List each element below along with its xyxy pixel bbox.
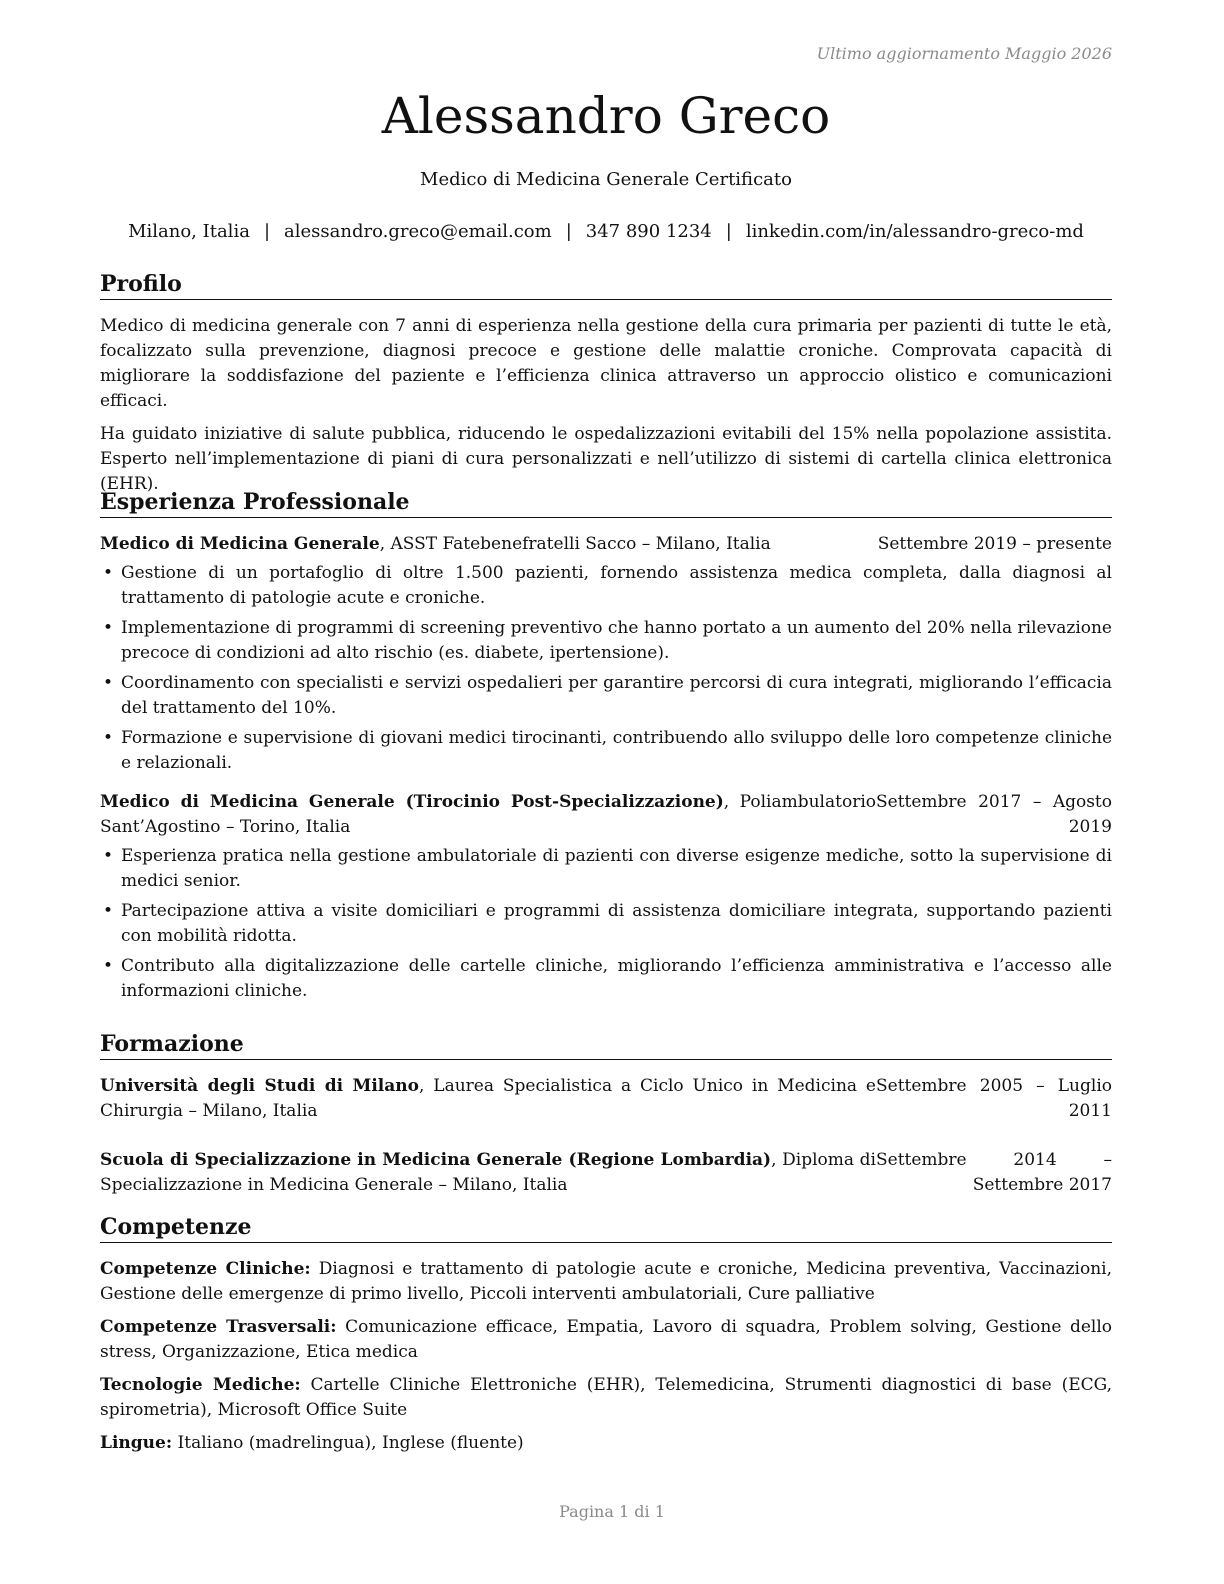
skill-row [100,1431,1112,1456]
education-entry [100,1148,1112,1198]
skill-row [100,1373,1112,1423]
profile-paragraph: Medico di medicina generale con 7 anni di esperienza nella gestione della cura primaria per pazienti di tutte le età, focalizzato sulla prevenzione, diagnosi precoce e gestione delle malattie croniche. Comprovata capacità di migliorare la soddisfazione del paziente e l’efficienza clinica attraverso un approccio olistico e comunicazioni efficaci. [100,316,1112,411]
bullet-icon: • [103,901,114,921]
degree-detail: , Laurea Specialistica a Ciclo Unico in Medicina e Chirurgia – Milano, Italia [100,1076,876,1121]
skill-value: Comunicazione efficace, Empatia, Lavoro di squadra, Problem solving, Gestione dello stress, Organizzazione, Etica medica [100,1317,1113,1362]
contact-line [100,220,1112,244]
education-dates: Settembre 2005 – Luglio 2011 [876,1076,1112,1121]
education-dates: Settembre 2014 – Settembre 2017 [876,1150,1112,1195]
job-dates: Settembre 2019 – presente [877,534,1112,554]
list-item: • Contributo alla digitalizzazione delle cartelle cliniche, migliorando l’efficienza amministrativa e l’accesso alle informazioni cliniche. [103,956,1112,1001]
skill-row [100,1257,1112,1307]
job-header [100,532,1112,557]
bullet-icon: • [103,563,114,583]
skill-value: Diagnosi e trattamento di patologie acute e croniche, Medicina preventiva, Vaccinazioni, Gestione delle emergenze di primo livello, Piccoli interventi ambulatoriali, Cure palliative [100,1259,1113,1304]
bullet-icon: • [103,673,114,693]
section-title-skills: Competenze [100,1213,1112,1243]
job-header [100,790,1112,840]
list-item: • Coordinamento con specialisti e servizi ospedalieri per garantire percorsi di cura integrati, migliorando l’efficacia del trattamento del 10%. [103,673,1112,718]
list-item: • Gestione di un portafoglio di oltre 1.500 pazienti, fornendo assistenza medica completa, dalla diagnosi al trattamento di patologie acute e croniche. [103,563,1112,608]
skill-row [100,1315,1112,1365]
job-organization: , Poliambulatorio Sant’Agostino – Torino, Italia [100,792,876,837]
job-dates: Settembre 2017 – Agosto 2019 [876,792,1112,837]
list-item: • Esperienza pratica nella gestione ambulatoriale di pazienti con diverse esigenze mediche, sotto la supervisione di medici senior. [103,846,1112,891]
contact-separator: | [263,221,271,242]
job-subtitle: Medico di Medicina Generale Certificato [420,169,792,190]
profile-section [100,314,1112,497]
contact-separator: | [725,221,732,242]
bullet-icon: • [103,728,114,748]
degree-detail: , Diploma di Specializzazione in Medicina Generale – Milano, Italia [100,1150,876,1195]
experience-section [100,532,1112,1009]
section-title-profile: Profilo [100,270,1112,300]
contact-phone: 347 890 1234 [585,221,712,242]
page-number: Pagina 1 di 1 [559,1502,665,1521]
school-name: Scuola di Specializzazione in Medicina Generale (Regione Lombardia) [100,1150,772,1170]
section-title-experience: Esperienza Professionale [100,488,1112,518]
bullet-icon: • [103,846,114,866]
job-entry [100,790,1112,1004]
education-section [100,1074,1112,1198]
last-updated: Ultimo aggiornamento Maggio 2026 [816,44,1112,63]
skill-label: Competenze Cliniche: [100,1259,311,1279]
bullet-icon: • [103,956,114,976]
skills-section [100,1257,1112,1456]
skill-label: Tecnologie Mediche: [100,1375,301,1395]
job-role: Medico di Medicina Generale (Tirocinio Post-Specializzazione) [100,792,724,812]
job-role: Medico di Medicina Generale [100,534,380,554]
skill-label: Lingue: [100,1433,173,1453]
contact-location: Milano, Italia [128,221,250,242]
bullet-icon: • [103,618,114,638]
job-organization: , ASST Fatebenefratelli Sacco – Milano, Italia [379,534,771,554]
list-item: • Formazione e supervisione di giovani medici tirocinanti, contribuendo allo sviluppo delle loro competenze cliniche e relazionali. [103,728,1112,773]
list-item: • Partecipazione attiva a visite domiciliari e programmi di assistenza domiciliare integrata, supportando pazienti con mobilità ridotta. [103,901,1112,946]
contact-separator: | [565,221,572,242]
skill-value: Italiano (madrelingua), Inglese (fluente) [177,1433,524,1453]
skill-value: Cartelle Cliniche Elettroniche (EHR), Telemedicina, Strumenti diagnostici di base (ECG, spirometria), Microsoft Office Suite [100,1375,1112,1420]
contact-email[interactable]: alessandro.greco@email.com [284,221,552,242]
job-bullets [100,844,1112,1004]
job-entry [100,532,1112,776]
contact-linkedin[interactable]: linkedin.com/in/alessandro-greco-md [745,221,1084,242]
school-name: Università degli Studi di Milano [100,1076,419,1096]
section-title-education: Formazione [100,1030,1112,1060]
candidate-name: Alessandro Greco [381,87,831,145]
job-bullets [100,561,1112,776]
education-entry [100,1074,1112,1124]
skill-label: Competenze Trasversali: [100,1317,337,1337]
profile-paragraph: Ha guidato iniziative di salute pubblica, riducendo le ospedalizzazioni evitabili del 15% nella popolazione assistita. Esperto nell’implementazione di piani di cura personalizzati e nell’utilizzo di sistemi di cartella clinica elettronica (EHR). [100,424,1112,494]
list-item: • Implementazione di programmi di screening preventivo che hanno portato a un aumento del 20% nella rilevazione precoce di condizioni ad alto rischio (es. diabete, ipertensione). [103,618,1112,663]
